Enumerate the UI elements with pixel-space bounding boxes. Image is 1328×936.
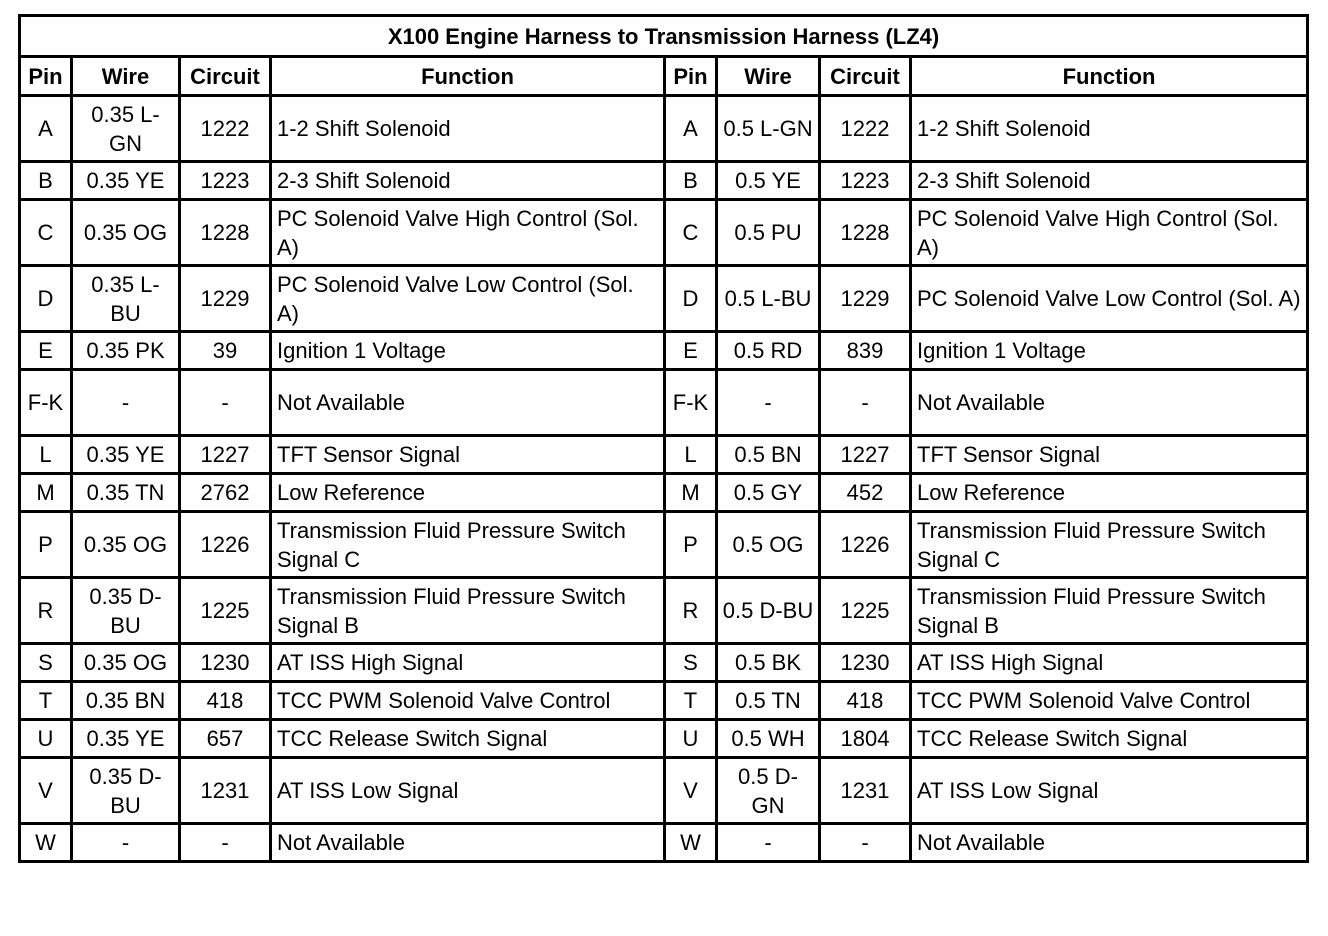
function-cell: Transmission Fluid Pressure Switch Signal B <box>911 578 1308 644</box>
function-cell: 1-2 Shift Solenoid <box>271 96 665 162</box>
function-cell: AT ISS Low Signal <box>911 758 1308 824</box>
table-row <box>20 720 1308 758</box>
circuit-cell: 1225 <box>180 578 271 644</box>
function-cell: Transmission Fluid Pressure Switch Signal C <box>911 512 1308 578</box>
wire-cell: 0.5 TN <box>717 682 820 720</box>
pin-cell: D <box>20 266 72 332</box>
header-pin-right: Pin <box>665 57 717 96</box>
wire-cell: 0.35 YE <box>72 720 180 758</box>
header-wire-left: Wire <box>72 57 180 96</box>
function-cell: AT ISS Low Signal <box>271 758 665 824</box>
pin-cell: U <box>665 720 717 758</box>
pin-cell: S <box>20 644 72 682</box>
header-row <box>20 57 1308 96</box>
circuit-cell: - <box>820 824 911 862</box>
circuit-cell: 1231 <box>820 758 911 824</box>
wire-cell: 0.5 L-BU <box>717 266 820 332</box>
wire-cell: 0.35 D-BU <box>72 758 180 824</box>
table-row <box>20 370 1308 436</box>
function-cell: TCC PWM Solenoid Valve Control <box>911 682 1308 720</box>
wire-cell: 0.35 BN <box>72 682 180 720</box>
circuit-cell: 1230 <box>180 644 271 682</box>
circuit-cell: - <box>180 370 271 436</box>
function-cell: Not Available <box>271 370 665 436</box>
pin-cell: V <box>665 758 717 824</box>
function-cell: Ignition 1 Voltage <box>271 332 665 370</box>
function-cell: Not Available <box>271 824 665 862</box>
pin-cell: L <box>20 436 72 474</box>
circuit-cell: 452 <box>820 474 911 512</box>
function-cell: Not Available <box>911 370 1308 436</box>
wire-cell: 0.35 YE <box>72 162 180 200</box>
function-cell: TCC PWM Solenoid Valve Control <box>271 682 665 720</box>
function-cell: Transmission Fluid Pressure Switch Signal B <box>271 578 665 644</box>
pin-cell: W <box>665 824 717 862</box>
function-cell: 1-2 Shift Solenoid <box>911 96 1308 162</box>
function-cell: TCC Release Switch Signal <box>911 720 1308 758</box>
circuit-cell: 1222 <box>180 96 271 162</box>
header-circuit-left: Circuit <box>180 57 271 96</box>
pin-cell: F-K <box>20 370 72 436</box>
circuit-cell: 1231 <box>180 758 271 824</box>
wire-cell: 0.5 D-BU <box>717 578 820 644</box>
header-circuit-right: Circuit <box>820 57 911 96</box>
table-row <box>20 682 1308 720</box>
pin-cell: M <box>665 474 717 512</box>
wire-cell: 0.5 BK <box>717 644 820 682</box>
connector-pinout-table <box>18 14 1309 863</box>
wire-cell: 0.5 GY <box>717 474 820 512</box>
function-cell: 2-3 Shift Solenoid <box>271 162 665 200</box>
circuit-cell: 1228 <box>820 200 911 266</box>
pin-cell: E <box>665 332 717 370</box>
circuit-cell: 1226 <box>180 512 271 578</box>
wire-cell: 0.35 OG <box>72 200 180 266</box>
pin-cell: W <box>20 824 72 862</box>
wire-cell: 0.35 L-GN <box>72 96 180 162</box>
pin-cell: T <box>665 682 717 720</box>
pin-cell: C <box>665 200 717 266</box>
circuit-cell: 1223 <box>180 162 271 200</box>
wire-cell: 0.35 L-BU <box>72 266 180 332</box>
table-title: X100 Engine Harness to Transmission Harness (LZ4) <box>20 16 1308 57</box>
circuit-cell: 1228 <box>180 200 271 266</box>
pin-cell: M <box>20 474 72 512</box>
pin-cell: R <box>665 578 717 644</box>
function-cell: TFT Sensor Signal <box>271 436 665 474</box>
pin-cell: S <box>665 644 717 682</box>
table-row <box>20 266 1308 332</box>
pin-cell: D <box>665 266 717 332</box>
pin-cell: P <box>20 512 72 578</box>
circuit-cell: 657 <box>180 720 271 758</box>
circuit-cell: - <box>180 824 271 862</box>
table-row <box>20 162 1308 200</box>
circuit-cell: 1226 <box>820 512 911 578</box>
function-cell: PC Solenoid Valve Low Control (Sol. A) <box>911 266 1308 332</box>
pin-cell: L <box>665 436 717 474</box>
pin-cell: A <box>665 96 717 162</box>
table-row <box>20 474 1308 512</box>
function-cell: TFT Sensor Signal <box>911 436 1308 474</box>
table-row <box>20 758 1308 824</box>
wire-cell: 0.5 PU <box>717 200 820 266</box>
table-row <box>20 824 1308 862</box>
pin-cell: E <box>20 332 72 370</box>
wire-cell: 0.35 D-BU <box>72 578 180 644</box>
table-row <box>20 512 1308 578</box>
circuit-cell: 1230 <box>820 644 911 682</box>
circuit-cell: 1229 <box>180 266 271 332</box>
pin-cell: C <box>20 200 72 266</box>
title-row <box>20 16 1308 57</box>
pin-cell: F-K <box>665 370 717 436</box>
wire-cell: 0.5 OG <box>717 512 820 578</box>
function-cell: AT ISS High Signal <box>911 644 1308 682</box>
circuit-cell: 39 <box>180 332 271 370</box>
function-cell: Low Reference <box>271 474 665 512</box>
circuit-cell: 1227 <box>180 436 271 474</box>
table-row <box>20 200 1308 266</box>
wire-cell: - <box>72 370 180 436</box>
circuit-cell: 1223 <box>820 162 911 200</box>
circuit-cell: 1227 <box>820 436 911 474</box>
table-row <box>20 578 1308 644</box>
wire-cell: 0.35 TN <box>72 474 180 512</box>
function-cell: Low Reference <box>911 474 1308 512</box>
circuit-cell: 839 <box>820 332 911 370</box>
circuit-cell: 1225 <box>820 578 911 644</box>
table-row <box>20 332 1308 370</box>
wire-cell: 0.35 OG <box>72 644 180 682</box>
wire-cell: - <box>717 824 820 862</box>
pin-cell: U <box>20 720 72 758</box>
pin-cell: V <box>20 758 72 824</box>
circuit-cell: - <box>820 370 911 436</box>
wire-cell: 0.35 YE <box>72 436 180 474</box>
pin-cell: B <box>665 162 717 200</box>
pin-cell: R <box>20 578 72 644</box>
function-cell: Not Available <box>911 824 1308 862</box>
table-row <box>20 644 1308 682</box>
wire-cell: 0.5 D-GN <box>717 758 820 824</box>
table-row <box>20 96 1308 162</box>
pin-cell: A <box>20 96 72 162</box>
wire-cell: 0.5 WH <box>717 720 820 758</box>
pin-cell: T <box>20 682 72 720</box>
header-function-left: Function <box>271 57 665 96</box>
function-cell: 2-3 Shift Solenoid <box>911 162 1308 200</box>
wire-cell: 0.5 L-GN <box>717 96 820 162</box>
wire-cell: - <box>717 370 820 436</box>
pin-cell: B <box>20 162 72 200</box>
wire-cell: - <box>72 824 180 862</box>
circuit-cell: 2762 <box>180 474 271 512</box>
wire-cell: 0.5 YE <box>717 162 820 200</box>
wire-cell: 0.5 RD <box>717 332 820 370</box>
function-cell: AT ISS High Signal <box>271 644 665 682</box>
circuit-cell: 1804 <box>820 720 911 758</box>
wire-cell: 0.5 BN <box>717 436 820 474</box>
function-cell: Ignition 1 Voltage <box>911 332 1308 370</box>
function-cell: Transmission Fluid Pressure Switch Signal C <box>271 512 665 578</box>
connector-table-container <box>18 14 1306 863</box>
pin-cell: P <box>665 512 717 578</box>
wire-cell: 0.35 OG <box>72 512 180 578</box>
header-function-right: Function <box>911 57 1308 96</box>
function-cell: PC Solenoid Valve Low Control (Sol. A) <box>271 266 665 332</box>
wire-cell: 0.35 PK <box>72 332 180 370</box>
circuit-cell: 418 <box>820 682 911 720</box>
header-pin-left: Pin <box>20 57 72 96</box>
circuit-cell: 1222 <box>820 96 911 162</box>
circuit-cell: 1229 <box>820 266 911 332</box>
function-cell: PC Solenoid Valve High Control (Sol. A) <box>271 200 665 266</box>
function-cell: PC Solenoid Valve High Control (Sol. A) <box>911 200 1308 266</box>
header-wire-right: Wire <box>717 57 820 96</box>
function-cell: TCC Release Switch Signal <box>271 720 665 758</box>
circuit-cell: 418 <box>180 682 271 720</box>
table-row <box>20 436 1308 474</box>
